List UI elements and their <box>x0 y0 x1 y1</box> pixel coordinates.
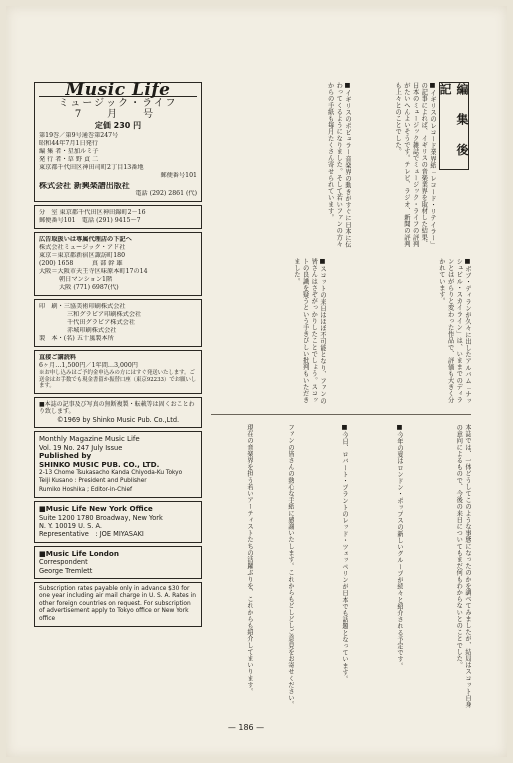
ads-osaka-building: 朝日マンション1階 <box>59 276 113 283</box>
london-name: George Tremlett <box>39 566 93 575</box>
column-divider <box>211 414 471 415</box>
branch-address: 分 室 東京都千代田区神田錦町2－16 <box>39 209 146 216</box>
london-title: ■Music Life London <box>39 548 119 558</box>
printing-box <box>34 299 202 347</box>
body-column-lower-5: 現在の音楽界を担う若いアーティストたちの活躍ぶりを、これからも紹介してまいります。 <box>246 424 253 695</box>
magazine-page <box>6 6 507 757</box>
ads-osaka-phone: 大阪 (771) 6987(代) <box>59 284 119 291</box>
copyright-jp: ■本誌の記事及び写真の無断複製・転載等は固くおことわり致します。 <box>39 400 195 416</box>
copyright-en: ©1969 by Shinko Music Pub. Co.,Ltd. <box>56 415 180 424</box>
body-column-upper-1: ■イギリスのレコード業界紙「レコード・リテイラー」の記事によれば、イギリスの音楽業界を取材した結果、日本のミュージック雑誌でミュージック・ライフの評判がたいへんよいそうです。テレビ、ラジオ、新聞の評判も上々とのことでした。 <box>394 82 436 248</box>
price: 定価 230 円 <box>94 121 142 130</box>
ads-tokyo: 東京＝東京都新宿区諏訪町180 <box>39 252 126 259</box>
body-column-upper-4: ■ボブ・ディランが久々に出したアルバム「ナッシュビル・スカイライン」は、いままでのディランとはがらりと変わった作品で、評価も大きく分かれています。 <box>437 258 471 404</box>
ny-representative: Representative : JOE MIYASAKI <box>39 530 144 539</box>
music-life-logo: Music Life <box>39 86 197 97</box>
printer-1: 印 刷・三協美術印刷株式会社 <box>39 303 126 310</box>
printer-3: 千代田グラビア株式会社 <box>67 319 136 326</box>
editor-en: Rumiko Hoshika ; Editor-in-Chief <box>39 486 133 493</box>
body-column-lower-4: ファンの皆さんの熱心な手紙に感謝いたします。これからもどしどしご意見をお寄せください。 <box>287 424 294 708</box>
body-column-lower-3: ■今日、ロバート・プラントのレッド・ツェッペリンが日本でも話題となっています。 <box>341 424 348 683</box>
publisher-name-en: SHINKO MUSIC PUB. CO., LTD. <box>39 459 160 469</box>
editor-line: 編 集 者・星加ルミ子 <box>39 148 99 155</box>
subscription-note: ※お申し込みはご予約金申込みの方にはすぐ発送いたします。ご送金はお手数でも現金書留か振替口座（東京92233）でお願いします。 <box>39 370 197 390</box>
postal-code: 郵便番号101 <box>160 172 197 179</box>
ny-office-title: ■Music Life New York Office <box>39 504 153 514</box>
issue-month: 7 月 号 <box>74 109 162 120</box>
company-name: 株式会社 新興楽譜出版社 <box>39 182 130 190</box>
subscription-box <box>34 350 202 394</box>
ny-address-1: Suite 1200 1780 Broadway, New York <box>39 513 163 522</box>
body-column-lower-2: ■今年の夏はロンドン・ポップスの新しいグループが続々と紹介される予定です。 <box>396 424 403 669</box>
section-heading-box <box>439 82 469 170</box>
president-en: Teiji Kusano : President and Publisher <box>39 478 147 485</box>
london-box <box>34 546 202 579</box>
subscription-note-en: Subscription rates payable only in advance $30 for one year including air mail charge in U. S. A. Rates in other foreign countries on request. For subscription of advertisement apply to Tokyo office or New York office <box>34 582 202 627</box>
branch-phone: 郵便番号101 電話 (291) 9415～7 <box>39 217 141 224</box>
ads-header: 広告取扱いは専属代理店の下記へ <box>39 236 132 243</box>
page-number: — 186 — <box>227 723 265 732</box>
published-by: Published by <box>39 451 92 461</box>
ads-box <box>34 232 202 296</box>
english-issue: Vol. 19 No. 247 July Issue <box>39 443 123 452</box>
english-title: Monthly Magazine Music Life <box>39 435 140 444</box>
masthead-box <box>34 82 202 202</box>
branch-box <box>34 205 202 229</box>
publish-date: 昭和44年7月1日発行 <box>39 140 99 147</box>
section-heading: 編 集 後 記 <box>438 83 469 163</box>
registration-line: 第19巻／第9号通巻第247号 <box>39 132 119 139</box>
printer-4: 赤城印刷株式会社 <box>67 327 117 334</box>
copyright-box <box>34 397 202 429</box>
london-role: Correspondent <box>39 558 88 567</box>
colophon <box>34 82 202 630</box>
magazine-kana-title: ミュージック・ライフ <box>58 98 178 109</box>
ny-office-box <box>34 501 202 543</box>
ny-address-2: N. Y. 10019 U. S. A. <box>39 522 102 531</box>
english-colophon <box>34 431 202 498</box>
subscription-header: 直接ご講読料 <box>39 354 77 361</box>
publisher-line: 発 行 者・草 野 貞 二 <box>39 156 99 163</box>
address-line: 東京都千代田区神田司町2丁目13番地 <box>39 164 144 171</box>
binder: 製 本・(名) 五十嵐製本所 <box>39 335 114 342</box>
body-column-upper-2: ■イギリスのポピュラー音楽界の動きがすぐに日本に伝わってくるようになりました。そして若いファンの方々からの手紙も毎月たくさん寄せられています。 <box>326 82 351 248</box>
subscription-rates: 6ヶ月…1,500円／1年間…3,000円 <box>39 362 138 369</box>
printer-2: 三和グラビア印刷株式会社 <box>67 311 142 318</box>
body-column-lower-1: 本誌では、一体どうしてこのような事態になったのかを調べてみましたが、結局はスコット自身の意向によるもので、今後の来日についてもまだ何もわからないとのことでした。 <box>455 424 471 708</box>
body-column-upper-3: ■スコットの来日はほぼ不可能となり、ファンの皆さんはさぞがっかりしたことでしょう。スコットの良識を疑うという手きびしい批判もいただきました。 <box>292 258 326 404</box>
company-phone: 電話 (292) 2861 (代) <box>135 190 197 197</box>
ads-osaka: 大阪＝大阪市天王寺区味原本町17の14 <box>39 268 148 275</box>
ads-tokyo-phone: (200) 1658 真 部 幹 雄 <box>39 260 123 267</box>
ads-company: 株式会社ミュージック・アド社 <box>39 244 126 251</box>
address-en: 2-13 Chome Tsukasacho Kanda Chiyoda-Ku Tokyo <box>39 470 183 476</box>
